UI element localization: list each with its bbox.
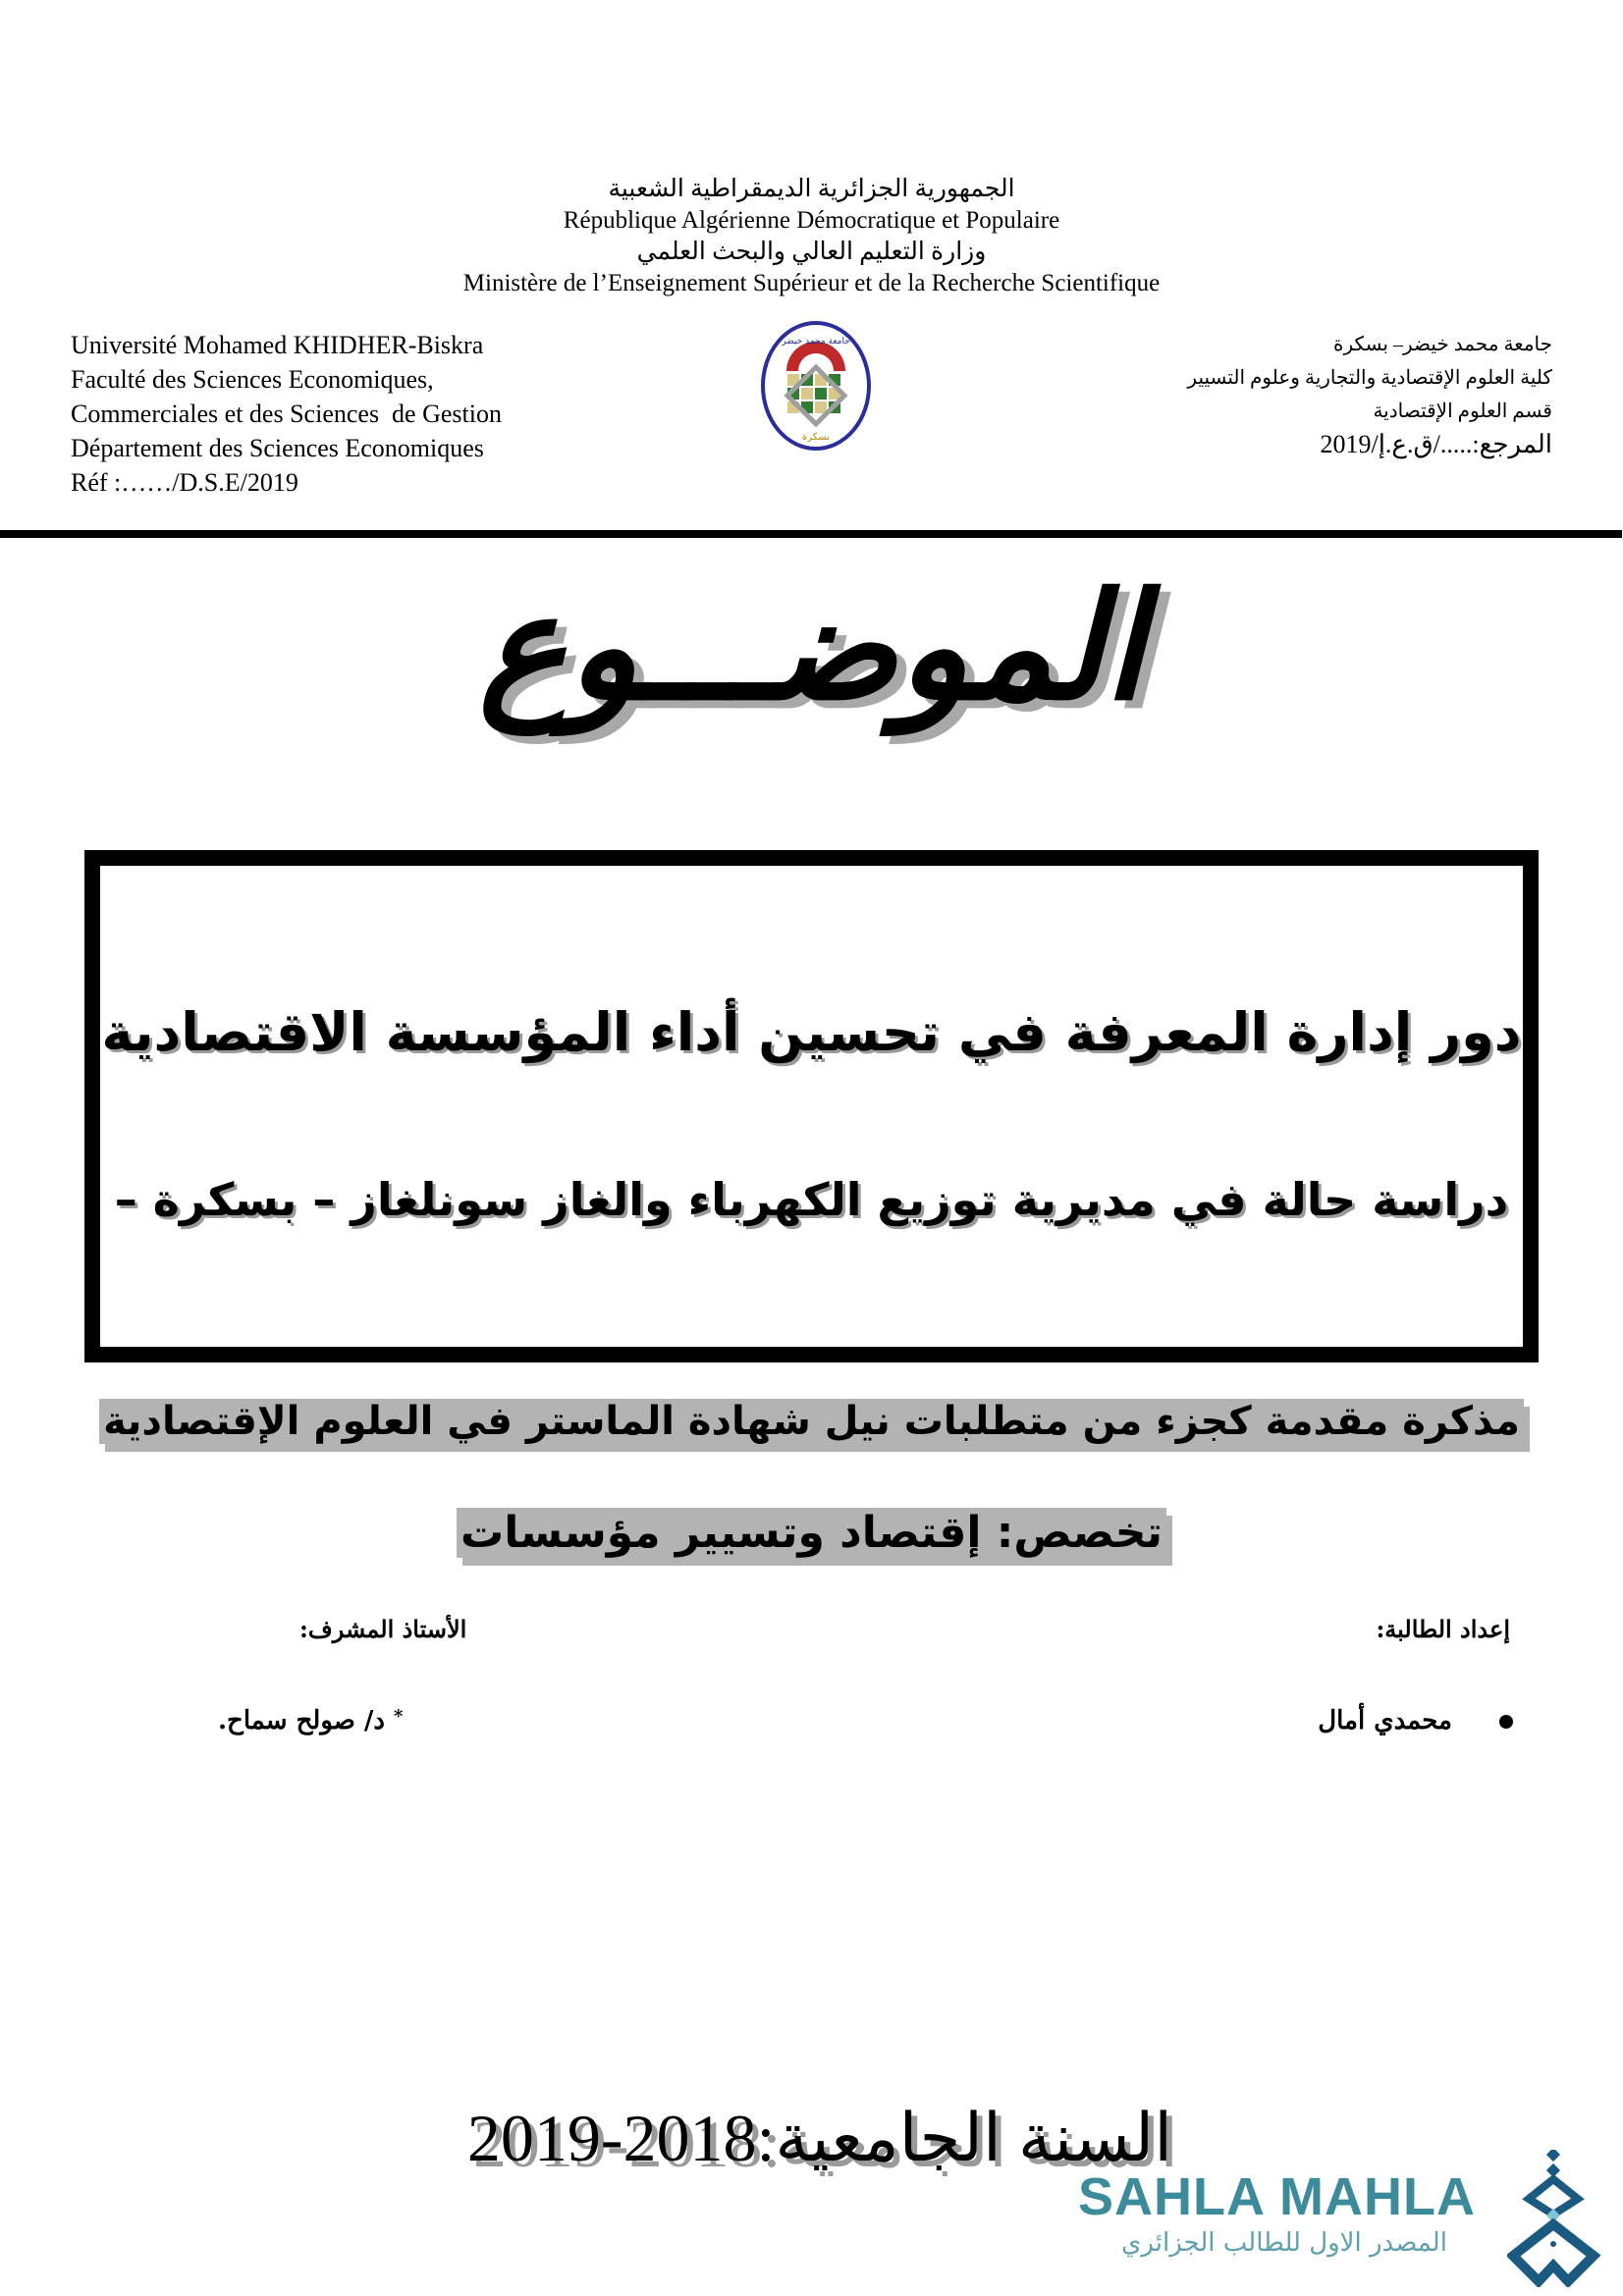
department-fr: Département des Sciences Economiques bbox=[71, 434, 484, 462]
supervisor-label: الأستاذ المشرف: bbox=[299, 1615, 467, 1643]
republic-french: République Algérienne Démocratique et Populaire bbox=[563, 207, 1060, 234]
institution-block-french bbox=[71, 328, 621, 500]
subject-heading: الموضـــوع bbox=[478, 562, 1145, 733]
ministry-arabic: وزارة التعليم العالي والبحث العلمي bbox=[636, 239, 987, 265]
svg-text:بسكرة: بسكرة bbox=[802, 432, 830, 443]
thesis-subtitle: دراسة حالة في مديرية توزيع الكهرباء والغاز سونلغاز – بسكرة – bbox=[114, 1173, 1509, 1226]
university-emblem-icon bbox=[760, 320, 872, 452]
svg-text:جامعة محمد خيضر: جامعة محمد خيضر bbox=[782, 337, 850, 347]
department-ar: قسم العلوم الإقتصادية bbox=[1373, 400, 1552, 422]
student-name: محمدي أمال bbox=[1318, 1706, 1452, 1735]
faculty-line1-fr: Faculté des Sciences Economiques, bbox=[71, 365, 434, 394]
asterisk-icon: * bbox=[394, 1706, 404, 1727]
university-logo bbox=[760, 320, 872, 452]
ministry-french: Ministère de l’Enseignement Supérieur et de la Recherche Scientifique bbox=[462, 270, 1161, 296]
specialization bbox=[0, 1502, 1623, 1565]
prepared-by-label: إعداد الطالبة: bbox=[1376, 1615, 1510, 1643]
reference-fr: Réf :……/D.S.E/2019 bbox=[71, 468, 298, 497]
student-entry bbox=[1318, 1706, 1513, 1735]
republic-arabic: الجمهورية الجزائرية الديمقراطية الشعبية bbox=[608, 176, 1015, 202]
header-divider bbox=[0, 530, 1622, 538]
faculty-line2-fr: Commerciales et des Sciences de Gestion bbox=[71, 400, 502, 428]
sahla-mahla-logo-icon bbox=[1507, 2150, 1605, 2287]
university-name-fr: Université Mohamed KHIDHER-Biskra bbox=[71, 331, 484, 359]
memoir-statement-text: مذكرة مقدمة كجزء من متطلبات نيل شهادة الماستر في العلوم الإقتصادية bbox=[99, 1399, 1524, 1444]
thesis-title-frame bbox=[84, 850, 1539, 1362]
supervisor-name: د/ صولح سماح. bbox=[218, 1706, 385, 1735]
institution-block-arabic bbox=[1101, 328, 1552, 461]
memoir-statement bbox=[0, 1392, 1623, 1451]
supervisor-entry bbox=[218, 1706, 403, 1735]
academic-year: السنة الجامعية:2018-2019 bbox=[466, 2101, 1173, 2175]
university-name-ar: جامعة محمد خيضر– بسكرة bbox=[1333, 334, 1552, 355]
watermark-brand: SAHLA MAHLA bbox=[1078, 2167, 1476, 2226]
bullet-icon bbox=[1499, 1715, 1513, 1729]
thesis-title: دور إدارة المعرفة في تحسين أداء المؤسسة الاقتصادية bbox=[101, 1001, 1522, 1063]
watermark-tagline: المصدر الاول للطالب الجزائري bbox=[1121, 2228, 1447, 2258]
faculty-ar: كلية العلوم الإقتصادية والتجارية وعلوم التسيير bbox=[1187, 367, 1552, 389]
reference-ar: المرجع:...../ق.ع.إ/2019 bbox=[1320, 430, 1552, 458]
specialization-text: تخصص: إقتصاد وتسيير مؤسسات bbox=[457, 1508, 1166, 1558]
